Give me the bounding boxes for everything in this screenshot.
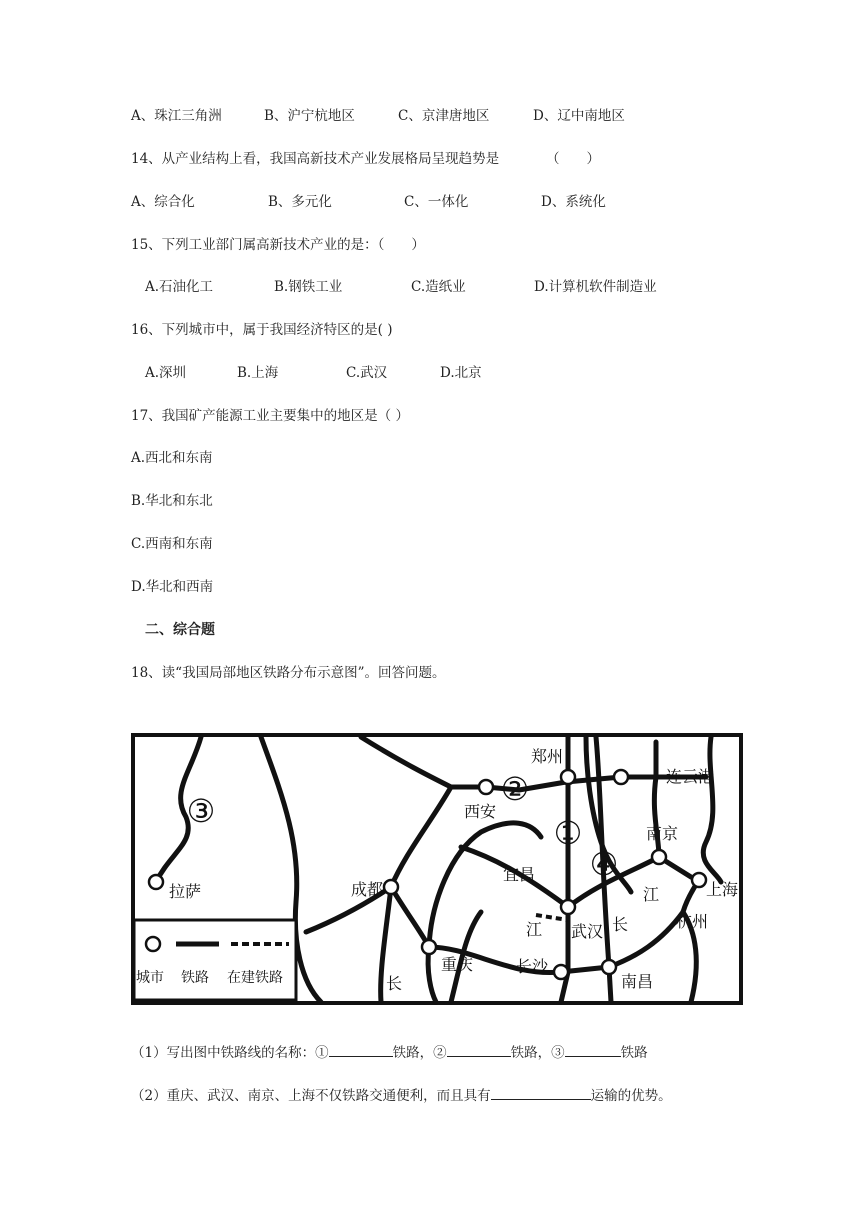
city-label-lianyungang: 连云港 (666, 767, 715, 786)
q15-option-c: C.造纸业 (411, 279, 466, 295)
q18-sub2-line (131, 1085, 672, 1106)
section-heading: 二、综合题 (145, 622, 215, 638)
city-marker-nanjing (652, 850, 666, 864)
blank-line-2[interactable] (447, 1042, 511, 1057)
q14-option-a: A、综合化 (131, 194, 195, 210)
blank-line-1[interactable] (329, 1042, 393, 1057)
q18-stem: 18、读“我国局部地区铁路分布示意图”。回答问题。 (131, 665, 446, 681)
map-legend (134, 920, 296, 1000)
river-char-jiang-east: 江 (643, 885, 660, 904)
q16-stem: 16、下列城市中，属于我国经济特区的是( ) (131, 322, 393, 338)
blank-line-4[interactable] (491, 1085, 591, 1100)
legend-construction-label: 在建铁路 (227, 970, 283, 986)
city-label-xian: 西安 (464, 802, 497, 821)
q13-option-d: D、辽中南地区 (533, 108, 625, 124)
q14-option-b: B、多元化 (268, 194, 332, 210)
city-label-chongqing: 重庆 (441, 955, 474, 974)
blank-line-3[interactable] (565, 1042, 621, 1057)
q18-sub1-line (131, 1042, 648, 1063)
city-label-nanchang: 南昌 (621, 972, 654, 991)
q17-option-d: D.华北和西南 (131, 579, 214, 595)
q16-option-c: C.武汉 (346, 365, 388, 381)
legend-city-label: 城市 (136, 970, 164, 986)
river-char-chang-east: 长 (612, 915, 629, 934)
city-marker-shanghai (692, 873, 706, 887)
legend-frame (134, 920, 296, 1000)
city-marker-zhengzhou (561, 770, 575, 784)
city-label-shanghai: 上海 (706, 880, 739, 899)
q18-sub2-prefix: （2）重庆、武汉、南京、上海不仅铁路交通便利，而且具有 (131, 1088, 491, 1104)
line-number-3: ③ (186, 792, 216, 830)
city-label-hangzhou: 杭州 (676, 912, 709, 931)
q15-option-b: B.钢铁工业 (274, 279, 343, 295)
q14-stem: 14、从产业结构上看，我国高新技术产业发展格局呈现趋势是 (131, 151, 500, 167)
q16-option-b: B.上海 (237, 365, 279, 381)
q14-option-d: D、系统化 (541, 194, 606, 210)
city-marker-xian (479, 780, 493, 794)
line-number-1: ① (553, 814, 583, 852)
railway-map (131, 732, 754, 1008)
q13-option-c: C、京津唐地区 (398, 108, 490, 124)
q18-sub1-after3: 铁路 (620, 1045, 648, 1061)
city-label-changsha: 长沙 (516, 957, 549, 976)
city-marker-nanchang (602, 960, 616, 974)
q18-sub1-prefix: （1）写出图中铁路线的名称：① (131, 1045, 329, 1061)
legend-city-symbol (146, 937, 160, 951)
q14-option-c: C、一体化 (404, 194, 469, 210)
city-marker-chengdu (384, 880, 398, 894)
legend-railway-label: 铁路 (181, 970, 209, 986)
city-marker-chongqing (422, 940, 436, 954)
q15-option-a: A.石油化工 (145, 279, 214, 295)
city-marker-lhasa (149, 875, 163, 889)
q14-answer-paren: （ ） (546, 151, 600, 167)
city-label-chengdu: 成都 (351, 880, 384, 899)
city-marker-changsha (554, 965, 568, 979)
q13-option-a: A、珠江三角洲 (131, 108, 222, 124)
line-number-4: ④ (589, 845, 619, 883)
city-label-wuhan: 武汉 (571, 922, 604, 941)
city-marker-wuhan (561, 900, 575, 914)
q17-option-b: B.华北和东北 (131, 493, 213, 509)
q18-sub2-suffix: 运输的优势。 (590, 1088, 672, 1104)
city-marker-lianyungang (614, 770, 628, 784)
q18-sub1-after1: 铁路，② (392, 1045, 447, 1061)
city-label-nanjing: 南京 (646, 824, 679, 843)
q15-stem: 15、下列工业部门属高新技术产业的是：（ ） (131, 237, 425, 253)
q17-option-c: C.西南和东南 (131, 536, 213, 552)
city-label-yichang: 宜昌 (503, 865, 536, 884)
q16-option-a: A.深圳 (145, 365, 187, 381)
line-number-2: ② (500, 770, 530, 808)
q15-option-d: D.计算机软件制造业 (534, 279, 657, 295)
city-label-zhengzhou: 郑州 (531, 747, 564, 766)
q18-sub1-after2: 铁路，③ (510, 1045, 565, 1061)
q13-option-b: B、沪宁杭地区 (264, 108, 355, 124)
q17-stem: 17、我国矿产能源工业主要集中的地区是（ ） (131, 408, 409, 424)
river-char-jiang-west: 江 (526, 920, 543, 939)
river-char-chang-west: 长 (386, 974, 403, 993)
q17-option-a: A.西北和东南 (131, 450, 213, 466)
q16-option-d: D.北京 (440, 365, 482, 381)
city-label-lhasa: 拉萨 (169, 882, 202, 901)
